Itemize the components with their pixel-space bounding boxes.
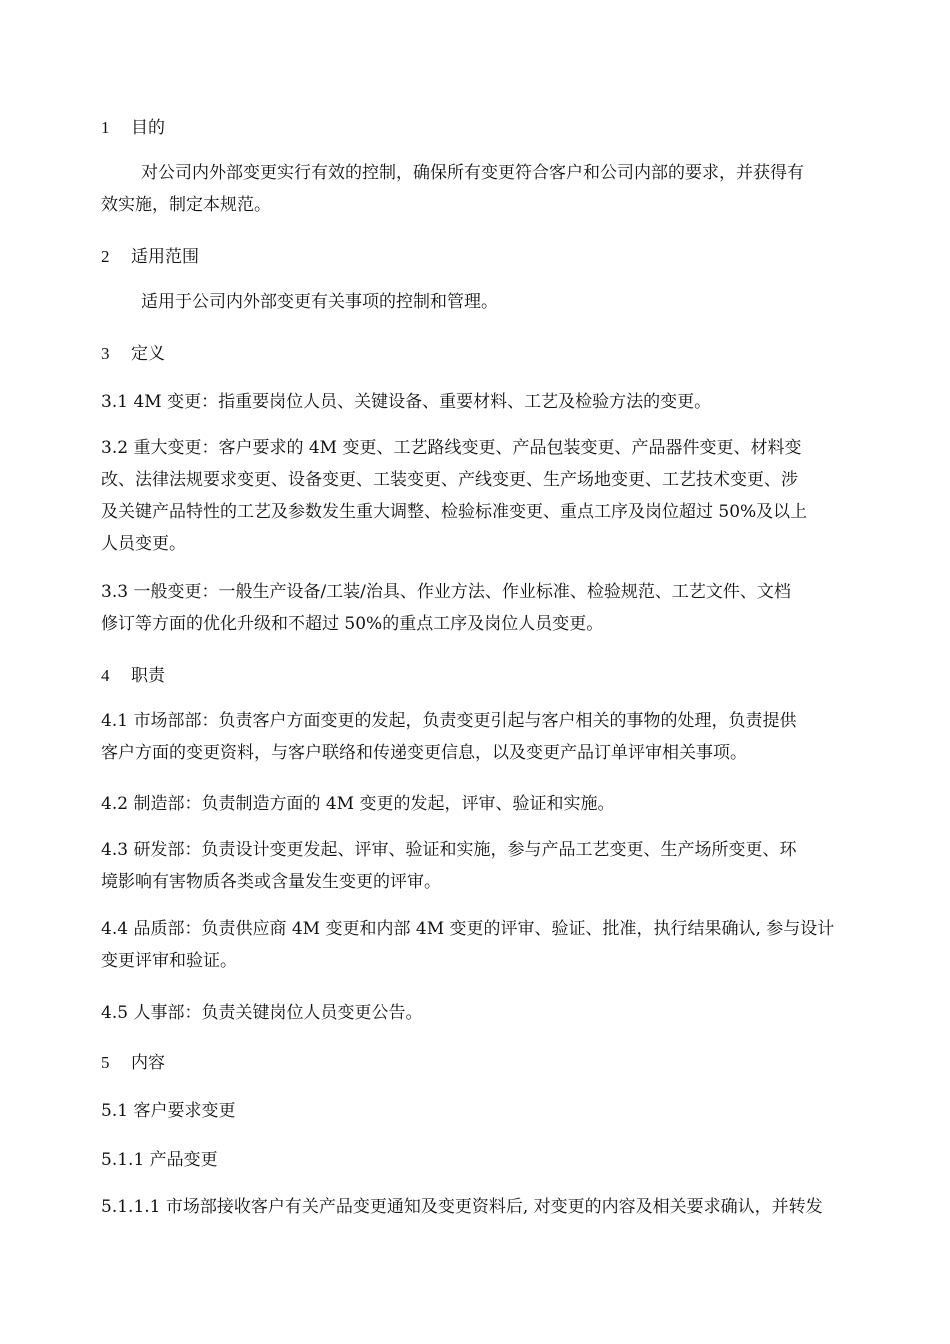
section-number: 4: [101, 666, 110, 685]
section-5-heading: [101, 1047, 861, 1079]
section-number: 3: [101, 344, 110, 363]
section-title: 定义: [131, 344, 165, 364]
paragraph-line: 3.1 4M 变更：指重要岗位人员、关键设备、重要材料、工艺及检验方法的变更。: [101, 392, 712, 412]
section-title: 目的: [131, 118, 165, 138]
paragraph-line: 变更评审和验证。: [101, 951, 237, 971]
paragraph-line: 3.3 一般变更：一般生产设备/工装/治具、作业方法、作业标准、检验规范、工艺文件、文档: [101, 582, 791, 602]
subsection-heading: 5.1.1 产品变更: [101, 1150, 218, 1170]
paragraph-line: 及关键产品特性的工艺及参数发生重大调整、检验标准变更、重点工序及岗位超过 50%及以上: [101, 502, 808, 522]
paragraph-line: 4.1 市场部部：负责客户方面变更的发起，负责变更引起与客户相关的事物的处理，负责提供: [101, 711, 797, 731]
paragraph-line: 改、法律法规要求变更、设备变更、工装变更、产线变更、生产场地变更、工艺技术变更、涉: [101, 470, 798, 490]
section-title: 职责: [131, 666, 165, 686]
paragraph-line: 人员变更。: [101, 534, 186, 554]
paragraph-line: 5.1.1.1 市场部接收客户有关产品变更通知及变更资料后, 对变更的内容及相关要求确认，并转发: [101, 1197, 823, 1217]
paragraph-line: 4.2 制造部：负责制造方面的 4M 变更的发起，评审、验证和实施。: [101, 794, 615, 814]
section-2-heading: [101, 241, 861, 273]
paragraph-line: 适用于公司内外部变更有关事项的控制和管理。: [141, 292, 498, 312]
paragraph-line: 客户方面的变更资料，与客户联络和传递变更信息，以及变更产品订单评审相关事项。: [101, 743, 747, 763]
paragraph-line: 对公司内外部变更实行有效的控制，确保所有变更符合客户和公司内部的要求，并获得有: [141, 163, 804, 183]
section-title: 适用范围: [131, 247, 199, 267]
section-4-heading: [101, 660, 861, 692]
paragraph-line: 4.4 品质部：负责供应商 4M 变更和内部 4M 变更的评审、验证、批准，执行结果确认, 参与设计: [101, 919, 835, 939]
paragraph-line: 效实施，制定本规范。: [101, 195, 271, 215]
section-number: 2: [101, 247, 110, 266]
paragraph-line: 3.2 重大变更：客户要求的 4M 变更、工艺路线变更、产品包装变更、产品器件变更、材料变: [101, 438, 802, 458]
section-number: 1: [101, 118, 110, 137]
section-1-heading: [101, 112, 861, 144]
section-title: 内容: [131, 1053, 165, 1073]
section-3-heading: [101, 338, 861, 370]
section-number: 5: [101, 1053, 110, 1072]
paragraph-line: 4.3 研发部：负责设计变更发起、评审、验证和实施，参与产品工艺变更、生产场所变更、环: [101, 840, 797, 860]
paragraph-line: 修订等方面的优化升级和不超过 50%的重点工序及岗位人员变更。: [101, 614, 604, 634]
paragraph-line: 境影响有害物质各类或含量发生变更的评审。: [101, 872, 441, 892]
paragraph-line: 4.5 人事部：负责关键岗位人员变更公告。: [101, 1003, 423, 1023]
subsection-heading: 5.1 客户要求变更: [101, 1101, 236, 1121]
